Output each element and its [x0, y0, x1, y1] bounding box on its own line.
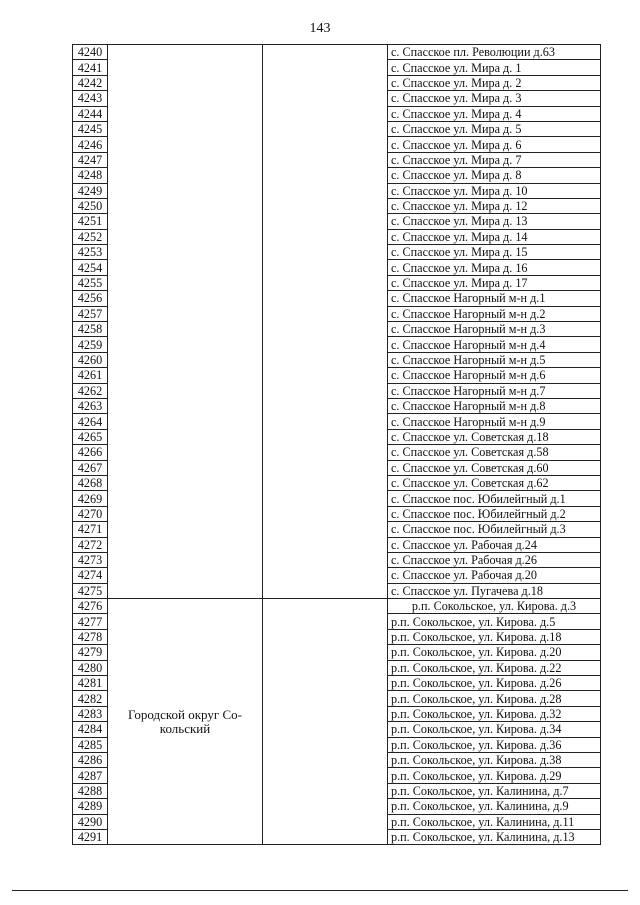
- page-number: 143: [309, 21, 331, 36]
- row-number: 4246: [73, 137, 108, 152]
- address-cell: с. Спасское Нагорный м-н д.4: [388, 337, 601, 352]
- row-number: 4269: [73, 491, 108, 506]
- row-number: 4248: [73, 168, 108, 183]
- row-number: 4289: [73, 799, 108, 814]
- address-cell: р.п. Сокольское, ул. Кирова. д.20: [388, 645, 601, 660]
- row-number: 4264: [73, 414, 108, 429]
- row-number: 4245: [73, 121, 108, 136]
- address-cell: с. Спасское ул. Мира д. 7: [388, 152, 601, 167]
- district-cell-empty: [108, 45, 263, 599]
- settlement-cell-empty: [263, 45, 388, 599]
- address-cell: с. Спасское Нагорный м-н д.7: [388, 383, 601, 398]
- address-cell: с. Спасское Нагорный м-н д.3: [388, 322, 601, 337]
- row-number: 4259: [73, 337, 108, 352]
- row-number: 4290: [73, 814, 108, 829]
- row-number: 4242: [73, 75, 108, 90]
- address-cell: р.п. Сокольское, ул. Калинина, д.7: [388, 783, 601, 798]
- row-number: 4261: [73, 368, 108, 383]
- row-number: 4253: [73, 245, 108, 260]
- row-number: 4276: [73, 599, 108, 614]
- registry-body: [73, 45, 601, 845]
- address-cell: р.п. Сокольское, ул. Кирова. д.29: [388, 768, 601, 783]
- address-cell: р.п. Сокольское, ул. Кирова. д.26: [388, 676, 601, 691]
- address-cell: р.п. Сокольское, ул. Кирова. д.34: [388, 722, 601, 737]
- address-cell: с. Спасское ул. Мира д. 3: [388, 91, 601, 106]
- row-number: 4251: [73, 214, 108, 229]
- address-registry-table: [72, 44, 601, 845]
- address-cell: с. Спасское пос. Юбилейгный д.2: [388, 506, 601, 521]
- address-cell: с. Спасское ул. Мира д. 5: [388, 121, 601, 136]
- row-number: 4286: [73, 752, 108, 767]
- address-cell: с. Спасское ул. Пугачева д.18: [388, 583, 601, 598]
- row-number: 4291: [73, 829, 108, 844]
- address-cell: с. Спасское пл. Революции д.63: [388, 45, 601, 60]
- district-name: Городской округ Со- кольский: [108, 599, 263, 845]
- address-cell: с. Спасское ул. Рабочая д.20: [388, 568, 601, 583]
- row-number: 4271: [73, 522, 108, 537]
- row-number: 4262: [73, 383, 108, 398]
- row-number: 4249: [73, 183, 108, 198]
- row-number: 4257: [73, 306, 108, 321]
- row-number: 4283: [73, 706, 108, 721]
- address-cell: с. Спасское ул. Мира д. 16: [388, 260, 601, 275]
- address-cell: с. Спасское Нагорный м-н д.6: [388, 368, 601, 383]
- row-number: 4243: [73, 91, 108, 106]
- row-number: 4258: [73, 322, 108, 337]
- row-number: 4254: [73, 260, 108, 275]
- table-row: [73, 45, 601, 60]
- address-cell: с. Спасское ул. Советская д.58: [388, 445, 601, 460]
- address-cell: р.п. Сокольское, ул. Калинина, д.9: [388, 799, 601, 814]
- row-number: 4288: [73, 783, 108, 798]
- address-cell: р.п. Сокольское, ул. Калинина, д.13: [388, 829, 601, 844]
- address-cell: с. Спасское ул. Мира д. 2: [388, 75, 601, 90]
- row-number: 4267: [73, 460, 108, 475]
- row-number: 4284: [73, 722, 108, 737]
- row-number: 4274: [73, 568, 108, 583]
- row-number: 4255: [73, 275, 108, 290]
- row-number: 4287: [73, 768, 108, 783]
- address-cell: с. Спасское Нагорный м-н д.9: [388, 414, 601, 429]
- row-number: 4280: [73, 660, 108, 675]
- address-cell: с. Спасское ул. Мира д. 13: [388, 214, 601, 229]
- row-number: 4250: [73, 198, 108, 213]
- address-cell: с. Спасское ул. Мира д. 17: [388, 275, 601, 290]
- row-number: 4265: [73, 429, 108, 444]
- address-cell: с. Спасское ул. Мира д. 1: [388, 60, 601, 75]
- row-number: 4256: [73, 291, 108, 306]
- row-number: 4272: [73, 537, 108, 552]
- address-cell: р.п. Сокольское, ул. Кирова. д.38: [388, 752, 601, 767]
- address-cell: с. Спасское ул. Мира д. 8: [388, 168, 601, 183]
- address-cell: р.п. Сокольское, ул. Кирова. д.28: [388, 691, 601, 706]
- address-cell: с. Спасское ул. Мира д. 14: [388, 229, 601, 244]
- address-cell: р.п. Сокольское, ул. Кирова. д.18: [388, 629, 601, 644]
- row-number: 4279: [73, 645, 108, 660]
- address-cell: р.п. Сокольское, ул. Калинина, д.11: [388, 814, 601, 829]
- bottom-scan-line: [12, 890, 628, 891]
- address-cell: с. Спасское ул. Советская д.60: [388, 460, 601, 475]
- address-cell: с. Спасское ул. Рабочая д.26: [388, 552, 601, 567]
- row-number: 4252: [73, 229, 108, 244]
- row-number: 4241: [73, 60, 108, 75]
- address-cell: с. Спасское Нагорный м-н д.8: [388, 398, 601, 413]
- settlement-cell-empty: [263, 599, 388, 845]
- row-number: 4277: [73, 614, 108, 629]
- row-number: 4240: [73, 45, 108, 60]
- row-number: 4263: [73, 398, 108, 413]
- row-number: 4268: [73, 475, 108, 490]
- row-number: 4270: [73, 506, 108, 521]
- row-number: 4244: [73, 106, 108, 121]
- address-cell: с. Спасское пос. Юбилейгный д.1: [388, 491, 601, 506]
- address-cell: с. Спасское ул. Советская д.62: [388, 475, 601, 490]
- address-cell: р.п. Сокольское, ул. Кирова. д.22: [388, 660, 601, 675]
- row-number: 4275: [73, 583, 108, 598]
- address-cell: р.п. Сокольское, ул. Кирова. д.36: [388, 737, 601, 752]
- address-cell: с. Спасское ул. Мира д. 15: [388, 245, 601, 260]
- row-number: 4281: [73, 676, 108, 691]
- address-cell: с. Спасское Нагорный м-н д.1: [388, 291, 601, 306]
- row-number: 4247: [73, 152, 108, 167]
- address-cell: р.п. Сокольское, ул. Кирова. д.3: [388, 599, 601, 614]
- address-cell: с. Спасское ул. Мира д. 6: [388, 137, 601, 152]
- row-number: 4278: [73, 629, 108, 644]
- address-cell: с. Спасское Нагорный м-н д.5: [388, 352, 601, 367]
- address-cell: с. Спасское ул. Мира д. 12: [388, 198, 601, 213]
- address-cell: р.п. Сокольское, ул. Кирова. д.32: [388, 706, 601, 721]
- address-cell: с. Спасское ул. Советская д.18: [388, 429, 601, 444]
- table-row: [73, 599, 601, 614]
- row-number: 4266: [73, 445, 108, 460]
- row-number: 4282: [73, 691, 108, 706]
- address-cell: с. Спасское пос. Юбилейгный д.3: [388, 522, 601, 537]
- row-number: 4285: [73, 737, 108, 752]
- row-number: 4273: [73, 552, 108, 567]
- address-cell: с. Спасское ул. Мира д. 10: [388, 183, 601, 198]
- address-cell: с. Спасское ул. Рабочая д.24: [388, 537, 601, 552]
- row-number: 4260: [73, 352, 108, 367]
- address-cell: с. Спасское ул. Мира д. 4: [388, 106, 601, 121]
- address-cell: с. Спасское Нагорный м-н д.2: [388, 306, 601, 321]
- address-cell: р.п. Сокольское, ул. Кирова. д.5: [388, 614, 601, 629]
